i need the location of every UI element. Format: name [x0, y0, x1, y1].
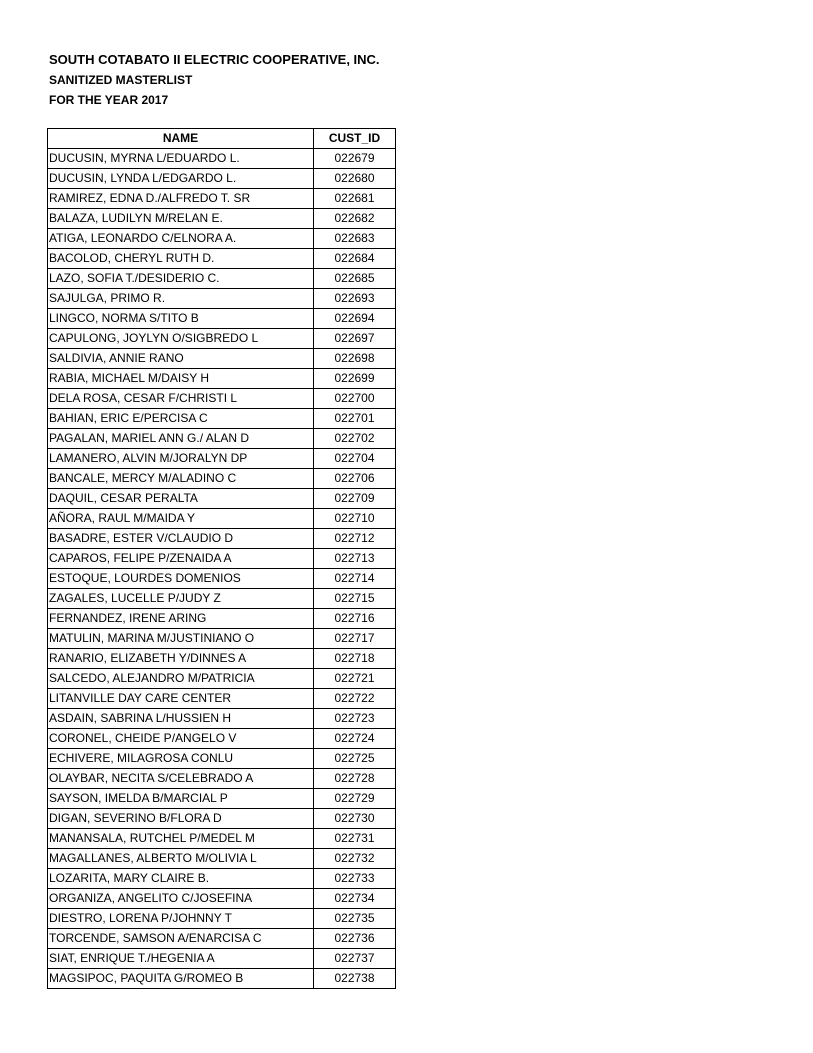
customer-id-cell: 022728 [314, 769, 396, 789]
customer-id-cell: 022738 [314, 969, 396, 989]
masterlist-table [47, 128, 396, 989]
customer-name-cell: DUCUSIN, MYRNA L/EDUARDO L. [48, 149, 314, 169]
table-row [48, 969, 396, 989]
table-row [48, 169, 396, 189]
table-row [48, 789, 396, 809]
table-row [48, 669, 396, 689]
customer-name-cell: SALDIVIA, ANNIE RANO [48, 349, 314, 369]
table-row [48, 329, 396, 349]
customer-name-cell: DUCUSIN, LYNDA L/EDGARDO L. [48, 169, 314, 189]
table-row [48, 409, 396, 429]
table-row [48, 389, 396, 409]
customer-name-cell: ORGANIZA, ANGELITO C/JOSEFINA [48, 889, 314, 909]
customer-id-cell: 022704 [314, 449, 396, 469]
customer-id-cell: 022685 [314, 269, 396, 289]
customer-id-cell: 022721 [314, 669, 396, 689]
customer-id-cell: 022722 [314, 689, 396, 709]
table-row [48, 949, 396, 969]
customer-id-cell: 022682 [314, 209, 396, 229]
customer-name-cell: RANARIO, ELIZABETH Y/DINNES A [48, 649, 314, 669]
customer-id-cell: 022706 [314, 469, 396, 489]
customer-name-cell: SAYSON, IMELDA B/MARCIAL P [48, 789, 314, 809]
customer-name-cell: FERNANDEZ, IRENE ARING [48, 609, 314, 629]
customer-id-cell: 022712 [314, 529, 396, 549]
customer-id-cell: 022713 [314, 549, 396, 569]
table-row [48, 869, 396, 889]
customer-id-cell: 022681 [314, 189, 396, 209]
customer-name-cell: CAPAROS, FELIPE P/ZENAIDA A [48, 549, 314, 569]
table-row [48, 709, 396, 729]
table-row [48, 829, 396, 849]
customer-name-cell: BASADRE, ESTER V/CLAUDIO D [48, 529, 314, 549]
table-row [48, 689, 396, 709]
table-row [48, 189, 396, 209]
customer-name-cell: MAGSIPOC, PAQUITA G/ROMEO B [48, 969, 314, 989]
table-row [48, 809, 396, 829]
customer-id-cell: 022731 [314, 829, 396, 849]
customer-name-cell: SIAT, ENRIQUE T./HEGENIA A [48, 949, 314, 969]
table-row [48, 649, 396, 669]
customer-id-cell: 022736 [314, 929, 396, 949]
customer-id-cell: 022693 [314, 289, 396, 309]
customer-id-cell: 022710 [314, 509, 396, 529]
table-row [48, 269, 396, 289]
customer-name-cell: CORONEL, CHEIDE P/ANGELO V [48, 729, 314, 749]
customer-name-cell: ECHIVERE, MILAGROSA CONLU [48, 749, 314, 769]
customer-name-cell: BACOLOD, CHERYL RUTH D. [48, 249, 314, 269]
customer-id-cell: 022715 [314, 589, 396, 609]
table-row [48, 549, 396, 569]
table-row [48, 769, 396, 789]
customer-id-cell: 022718 [314, 649, 396, 669]
table-row [48, 289, 396, 309]
table-row [48, 529, 396, 549]
customer-id-cell: 022699 [314, 369, 396, 389]
customer-id-cell: 022717 [314, 629, 396, 649]
customer-name-cell: ESTOQUE, LOURDES DOMENIOS [48, 569, 314, 589]
document-subtitle: SANITIZED MASTERLIST [49, 73, 193, 87]
customer-name-cell: DELA ROSA, CESAR F/CHRISTI L [48, 389, 314, 409]
customer-name-cell: RABIA, MICHAEL M/DAISY H [48, 369, 314, 389]
table-body [48, 149, 396, 989]
table-row [48, 309, 396, 329]
table-row [48, 509, 396, 529]
customer-name-cell: ZAGALES, LUCELLE P/JUDY Z [48, 589, 314, 609]
customer-id-cell: 022684 [314, 249, 396, 269]
customer-id-cell: 022680 [314, 169, 396, 189]
customer-id-cell: 022679 [314, 149, 396, 169]
customer-name-cell: MANANSALA, RUTCHEL P/MEDEL M [48, 829, 314, 849]
customer-name-cell: BAHIAN, ERIC E/PERCISA C [48, 409, 314, 429]
customer-id-cell: 022724 [314, 729, 396, 749]
customer-name-cell: OLAYBAR, NECITA S/CELEBRADO A [48, 769, 314, 789]
customer-id-cell: 022729 [314, 789, 396, 809]
customer-id-cell: 022701 [314, 409, 396, 429]
table-row [48, 369, 396, 389]
customer-id-cell: 022709 [314, 489, 396, 509]
document-header [49, 50, 380, 110]
table-row [48, 469, 396, 489]
customer-id-cell: 022714 [314, 569, 396, 589]
customer-name-cell: ATIGA, LEONARDO C/ELNORA A. [48, 229, 314, 249]
table-row [48, 349, 396, 369]
customer-name-cell: BALAZA, LUDILYN M/RELAN E. [48, 209, 314, 229]
customer-id-cell: 022683 [314, 229, 396, 249]
customer-id-cell: 022737 [314, 949, 396, 969]
customer-name-cell: PAGALAN, MARIEL ANN G./ ALAN D [48, 429, 314, 449]
table-row [48, 849, 396, 869]
customer-name-cell: BANCALE, MERCY M/ALADINO C [48, 469, 314, 489]
table-row [48, 149, 396, 169]
customer-id-cell: 022700 [314, 389, 396, 409]
table-row [48, 749, 396, 769]
customer-name-cell: MATULIN, MARINA M/JUSTINIANO O [48, 629, 314, 649]
table-row [48, 729, 396, 749]
table-row [48, 889, 396, 909]
table-row [48, 209, 396, 229]
customer-id-cell: 022702 [314, 429, 396, 449]
table-row [48, 229, 396, 249]
customer-name-cell: CAPULONG, JOYLYN O/SIGBREDO L [48, 329, 314, 349]
customer-name-cell: DIESTRO, LORENA P/JOHNNY T [48, 909, 314, 929]
table-row [48, 449, 396, 469]
customer-name-cell: LITANVILLE DAY CARE CENTER [48, 689, 314, 709]
year-label: FOR THE YEAR 2017 [49, 93, 169, 107]
table-row [48, 609, 396, 629]
table-header-row [48, 129, 396, 149]
customer-id-cell: 022723 [314, 709, 396, 729]
customer-id-cell: 022735 [314, 909, 396, 929]
organization-title: SOUTH COTABATO II ELECTRIC COOPERATIVE, INC. [49, 52, 380, 67]
table-row [48, 929, 396, 949]
customer-id-cell: 022697 [314, 329, 396, 349]
customer-id-cell: 022694 [314, 309, 396, 329]
customer-id-cell: 022734 [314, 889, 396, 909]
customer-id-cell: 022730 [314, 809, 396, 829]
customer-name-cell: DIGAN, SEVERINO B/FLORA D [48, 809, 314, 829]
customer-name-cell: SAJULGA, PRIMO R. [48, 289, 314, 309]
customer-id-cell: 022733 [314, 869, 396, 889]
customer-name-cell: MAGALLANES, ALBERTO M/OLIVIA L [48, 849, 314, 869]
customer-name-cell: LAZO, SOFIA T./DESIDERIO C. [48, 269, 314, 289]
customer-name-cell: ASDAIN, SABRINA L/HUSSIEN H [48, 709, 314, 729]
table-row [48, 249, 396, 269]
customer-name-cell: DAQUIL, CESAR PERALTA [48, 489, 314, 509]
customer-name-cell: LINGCO, NORMA S/TITO B [48, 309, 314, 329]
customer-name-cell: AÑORA, RAUL M/MAIDA Y [48, 509, 314, 529]
table-row [48, 569, 396, 589]
table-row [48, 909, 396, 929]
table-row [48, 589, 396, 609]
customer-name-cell: TORCENDE, SAMSON A/ENARCISA C [48, 929, 314, 949]
customer-id-cell: 022732 [314, 849, 396, 869]
column-header-name: NAME [48, 129, 314, 149]
table-row [48, 489, 396, 509]
customer-id-cell: 022716 [314, 609, 396, 629]
customer-id-cell: 022698 [314, 349, 396, 369]
customer-id-cell: 022725 [314, 749, 396, 769]
customer-name-cell: RAMIREZ, EDNA D./ALFREDO T. SR [48, 189, 314, 209]
customer-name-cell: SALCEDO, ALEJANDRO M/PATRICIA [48, 669, 314, 689]
table-row [48, 429, 396, 449]
column-header-cust-id: CUST_ID [314, 129, 396, 149]
customer-name-cell: LOZARITA, MARY CLAIRE B. [48, 869, 314, 889]
customer-name-cell: LAMANERO, ALVIN M/JORALYN DP [48, 449, 314, 469]
table-row [48, 629, 396, 649]
